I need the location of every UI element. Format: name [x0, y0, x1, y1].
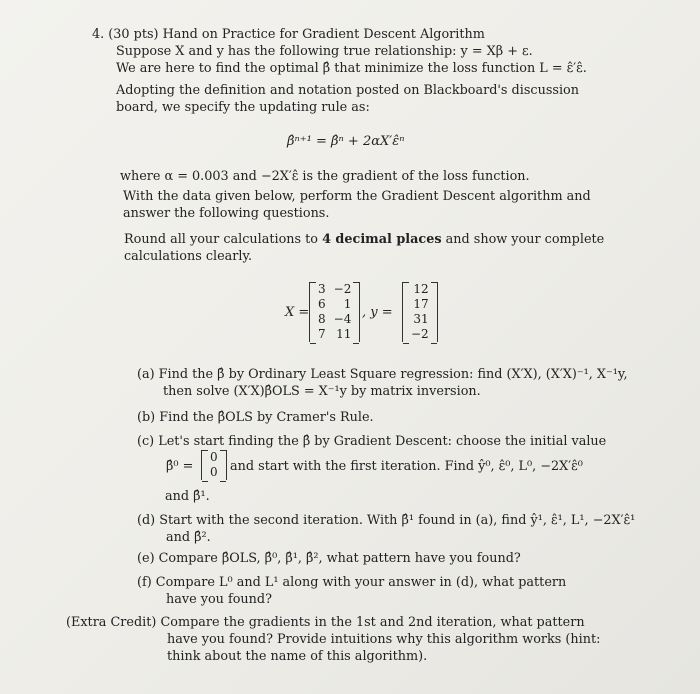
problem-header: 4. (30 pts) Hand on Practice for Gradient Descent Algorithm	[92, 27, 485, 42]
round-line	[124, 232, 604, 248]
vector-y-label: , y =	[362, 305, 393, 320]
matrix-x	[309, 282, 360, 342]
vector-cell: 17	[413, 297, 429, 311]
beta0-vector	[201, 450, 227, 480]
beta0-row	[206, 450, 222, 465]
part-c-line-1: (c) Let's start finding the β̂ by Gradient Descent: choose the initial value	[137, 434, 607, 449]
part-c-line-3: and β̂¹.	[165, 489, 210, 504]
extra-credit-line-3: think about the name of this algorithm).	[167, 649, 428, 664]
vector-y-row	[407, 312, 433, 327]
part-d-line-1: (d) Start with the second iteration. With β̂¹ found in (a), find ŷ¹, ε̂¹, L¹, −2X′ε̂¹	[137, 513, 636, 528]
matrix-x-row	[314, 312, 355, 327]
extra-credit-line-2: have you found? Provide intuitions why this algorithm works (hint:	[167, 632, 601, 647]
matrix-cell: −4	[333, 312, 352, 326]
part-c-line-2: and start with the first iteration. Find ŷ⁰, ε̂⁰, L⁰, −2X′ε̂⁰	[230, 459, 583, 474]
problem-line-4: board, we specify the updating rule as:	[116, 100, 370, 115]
part-f-line-2: have you found?	[166, 592, 272, 607]
vector-cell: −2	[411, 327, 429, 341]
vector-y-row	[407, 282, 433, 297]
part-f-line-1: (f) Compare L⁰ and L¹ along with your answer in (d), what pattern	[137, 575, 567, 590]
part-d-line-2: and β̂².	[166, 530, 211, 545]
matrix-cell: 7	[318, 327, 326, 341]
matrix-x-label: X =	[285, 305, 310, 320]
vector-cell: 31	[413, 312, 429, 326]
vector-cell: 12	[413, 282, 429, 296]
where-line: where α = 0.003 and −2X′ε̂ is the gradient of the loss function.	[120, 169, 530, 184]
matrix-x-row	[314, 282, 355, 297]
round-bold: 4 decimal places	[322, 232, 442, 247]
matrix-cell: 11	[336, 327, 352, 341]
extra-credit-line-1: (Extra Credit) Compare the gradients in the 1st and 2nd iteration, what pattern	[66, 615, 585, 630]
matrix-cell: 8	[318, 312, 326, 326]
part-c-beta0: β̂⁰ =	[166, 459, 194, 474]
vector-y-row	[407, 327, 433, 342]
matrix-cell: 6	[318, 297, 326, 311]
round-line-2: calculations clearly.	[124, 249, 253, 264]
matrix-x-row	[314, 327, 355, 342]
with-data-line-1: With the data given below, perform the Gradient Descent algorithm and	[123, 189, 591, 204]
problem-line-2: We are here to find the optimal β̂ that minimize the loss function L = ε̂′ε̂.	[116, 61, 587, 76]
matrix-cell: 3	[318, 282, 326, 296]
part-a-line-2: then solve (X′X)β̂OLS = X⁻¹y by matrix inversion.	[163, 384, 481, 399]
matrix-cell: 1	[343, 297, 352, 311]
round-pre: Round all your calculations to	[124, 232, 323, 247]
update-rule: β̂ⁿ⁺¹ = β̂ⁿ + 2αX′ε̂ⁿ	[287, 134, 405, 149]
vector-y-row	[407, 297, 433, 312]
matrix-x-row	[314, 297, 355, 312]
matrix-cell: −2	[333, 282, 352, 296]
problem-line-1: Suppose X and y has the following true relationship: y = Xβ + ε.	[116, 44, 533, 59]
part-e: (e) Compare β̂OLS, β̂⁰, β̂¹, β̂², what pattern have you found?	[137, 551, 521, 566]
part-b: (b) Find the β̂OLS by Cramer's Rule.	[137, 410, 374, 425]
part-a-line-1: (a) Find the β̂ by Ordinary Least Square regression: find (X′X), (X′X)⁻¹, X⁻¹y,	[137, 367, 628, 382]
round-post: and show your complete	[441, 232, 605, 247]
with-data-line-2: answer the following questions.	[123, 206, 330, 221]
vector-cell: 0	[210, 450, 218, 464]
beta0-row	[206, 465, 222, 480]
vector-y	[402, 282, 438, 342]
problem-line-3: Adopting the definition and notation posted on Blackboard's discussion	[116, 83, 579, 98]
vector-cell: 0	[210, 465, 218, 479]
